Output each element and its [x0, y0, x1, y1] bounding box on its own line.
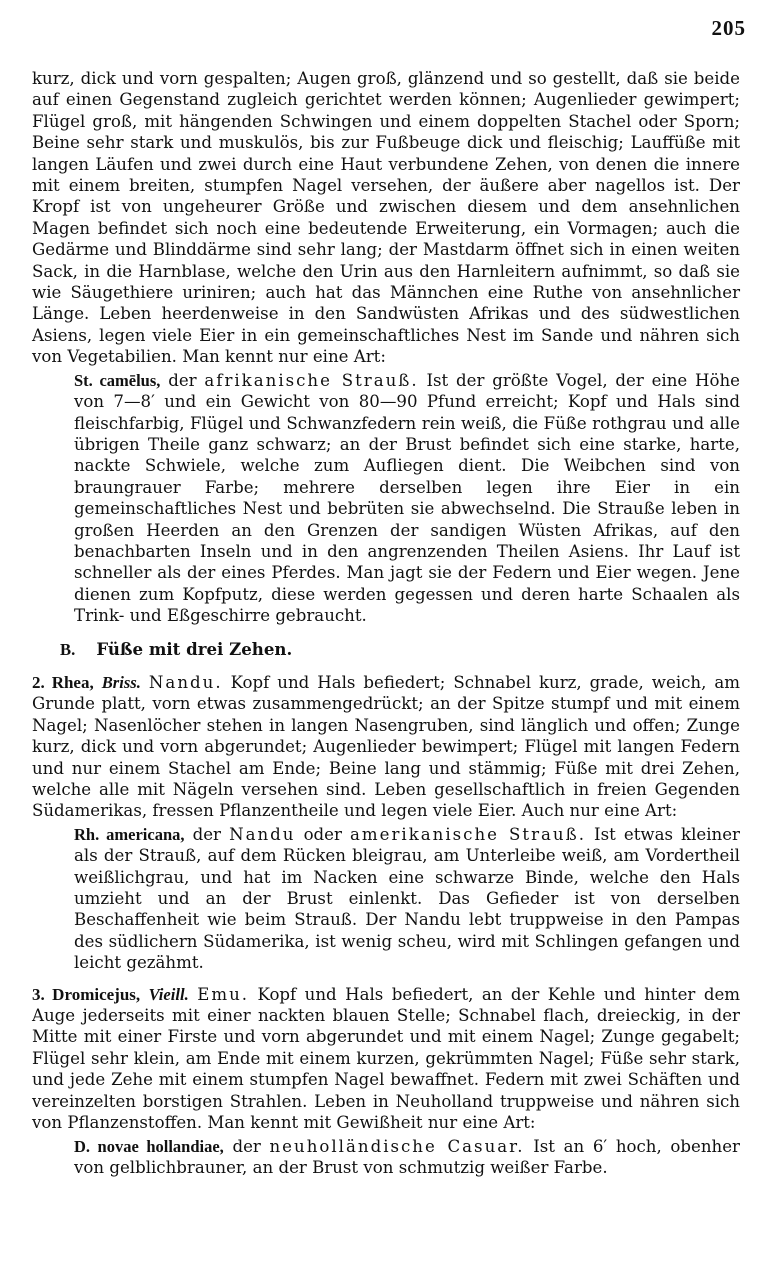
- genus-common-name: Nandu.: [148, 672, 223, 692]
- genus-number-name: 3. Dromicejus,: [32, 984, 141, 1004]
- species-connector-or: oder: [295, 824, 351, 844]
- section-label: B.: [60, 639, 76, 659]
- genus-entry-dromicejus: [32, 984, 740, 1134]
- species-latin-name: Rh. americana,: [74, 824, 185, 844]
- species-common-name: Nandu: [229, 824, 296, 844]
- species-connector: der: [223, 1136, 270, 1156]
- species-description: Ist an 6′ hoch, obenher von gelblichbrauner, an der Brust von schmutzig weißer Farbe.: [74, 1136, 740, 1177]
- species-entry-camelus: [32, 370, 740, 627]
- genus-number-name: 2. Rhea,: [32, 672, 94, 692]
- order-description-paragraph: [32, 68, 740, 368]
- species-description: Ist etwas kleiner als der Strauß, auf dem Rücken bleigrau, am Unterleibe weiß, am Vordertheil weißlichgrau, und hat im Nacken eine schwarze Binde, welche den Hals umzieht und an der Brust einlenkt. Das Gefieder ist von derselben Beschaffenheit wie beim Strauß. Der Nandu lebt truppweise in den Pampas des südlichern Südamerika, ist wenig scheu, wird mit Schlingen gefangen und leicht gezähmt.: [74, 824, 740, 973]
- genus-description: Kopf und Hals befiedert; Schnabel kurz, grade, weich, am Grunde platt, vorn etwas zusammengedrückt; an der Spitze stumpf und mit einem Nagel; Nasenlöcher stehen in langen Nasengruben, sind länglich und offen; Zunge kurz, dick und vorn abgerundet; Augenlieder bewimpert; Flügel mit langen Federn und nur einem Stachel am Ende; Beine lang und stämmig; Füße mit drei Zehen, welche alle mit Nägeln versehen sind. Leben gesellschaftlich in freien Gegenden Südamerikas, fressen Pflanzentheile und legen viele Eier. Auch nur eine Art:: [32, 672, 740, 821]
- species-connector: der: [160, 370, 205, 390]
- species-connector: der: [184, 824, 230, 844]
- genus-description: Kopf und Hals befiedert, an der Kehle und hinter dem Auge jederseits mit einer nackten blauen Stelle; Schnabel flach, dreieckig, in der Mitte mit einer Firste und vorn abgerundet und mit einem Nagel; Zunge gegabelt; Flügel sehr klein, am Ende mit einem kurzen, gekrümmten Nagel; Füße sehr stark, und jede Zehe mit einem stumpfen Nagel bewaffnet. Federn mit zwei Schäften und vereinzelten borstigen Strahlen. Leben in Neuholland truppweise und nähren sich von Pflanzenstoffen. Man kennt mit Gewißheit nur eine Art:: [32, 984, 740, 1133]
- genus-author: Briss.: [101, 672, 141, 692]
- species-common-name-alt: amerikanische Strauß.: [350, 824, 586, 844]
- section-title: Füße mit drei Zehen.: [96, 638, 293, 659]
- species-common-name: afrikanische Strauß.: [204, 370, 419, 390]
- species-latin-name: St. camēlus,: [74, 370, 161, 390]
- order-description-text: kurz, dick und vorn gespalten; Augen groß, glänzend und so gestellt, daß sie beide auf einen Gegenstand zugleich gerichtet werden können; Augenlieder gewimpert; Flügel groß, mit hängenden Schwingen und einem doppelten Stachel oder Sporn; Beine sehr stark und muskulös, bis zur Fußbeuge dick und fleischig; Lauffüße mit langen Läufen und zwei durch eine Haut verbundene Zehen, von denen die innere mit einem breiten, stumpfen Nagel versehen, der äußere aber nagellos ist. Der Kropf ist von ungeheurer Größe und zwischen diesem und dem ansehnlichen Magen befindet sich noch eine bedeutende Erweiterung, ein Vormagen; auch die Gedärme und Blinddärme sind sehr lang; der Mastdarm öffnet sich in einen weiten Sack, in die Harnblase, welche den Urin aus den Harnleitern aufnimmt, so daß sie wie Säugethiere uriniren; auch hat das Männchen eine Ruthe von ansehnlicher Länge. Leben heerdenweise in den Sandwüsten Afrikas und des südwestlichen Asiens, legen viele Eier in ein gemeinschaftliches Nest im Sande und nähren sich von Vegetabilien. Man kennt nur eine Art:: [32, 69, 740, 367]
- genus-entry-rhea: [32, 672, 740, 822]
- genus-common-name: Emu.: [197, 984, 250, 1004]
- section-heading-b: [60, 639, 740, 660]
- species-entry-americana: [32, 824, 740, 974]
- genus-author: Vieill.: [148, 984, 189, 1004]
- page-number: 205: [711, 16, 746, 40]
- species-description: Ist der größte Vogel, der eine Höhe von 7—8′ und ein Gewicht von 80—90 Pfund erreicht; Kopf und Hals sind fleischfarbig, Flügel und Schwanzfedern rein weiß, die Füße rothgrau und alle übrigen Theile ganz schwarz; an der Brust befindet sich eine starke, harte, nackte Schwiele, welche zum Aufliegen dient. Die Weibchen sind von braungrauer Farbe; mehrere derselben legen ihre Eier in ein gemeinschaftliches Nest und bebrüten sie abwechselnd. Die Strauße leben in großen Heerden an den Grenzen der sandigen Wüsten Afrikas, auf den benachbarten Inseln und in den angrenzenden Theilen Asiens. Ihr Lauf ist schneller als der eines Pferdes. Man jagt sie der Federn und Eier wegen. Jene dienen zum Kopfputz, diese werden gegessen und deren harte Schaalen als Trink- und Eßgeschirre gebraucht.: [74, 370, 740, 626]
- species-entry-novae-hollandiae: [32, 1136, 740, 1179]
- species-latin-name: D. novae hollandiae,: [74, 1136, 224, 1156]
- species-common-name: neuholländische Casuar.: [269, 1136, 525, 1156]
